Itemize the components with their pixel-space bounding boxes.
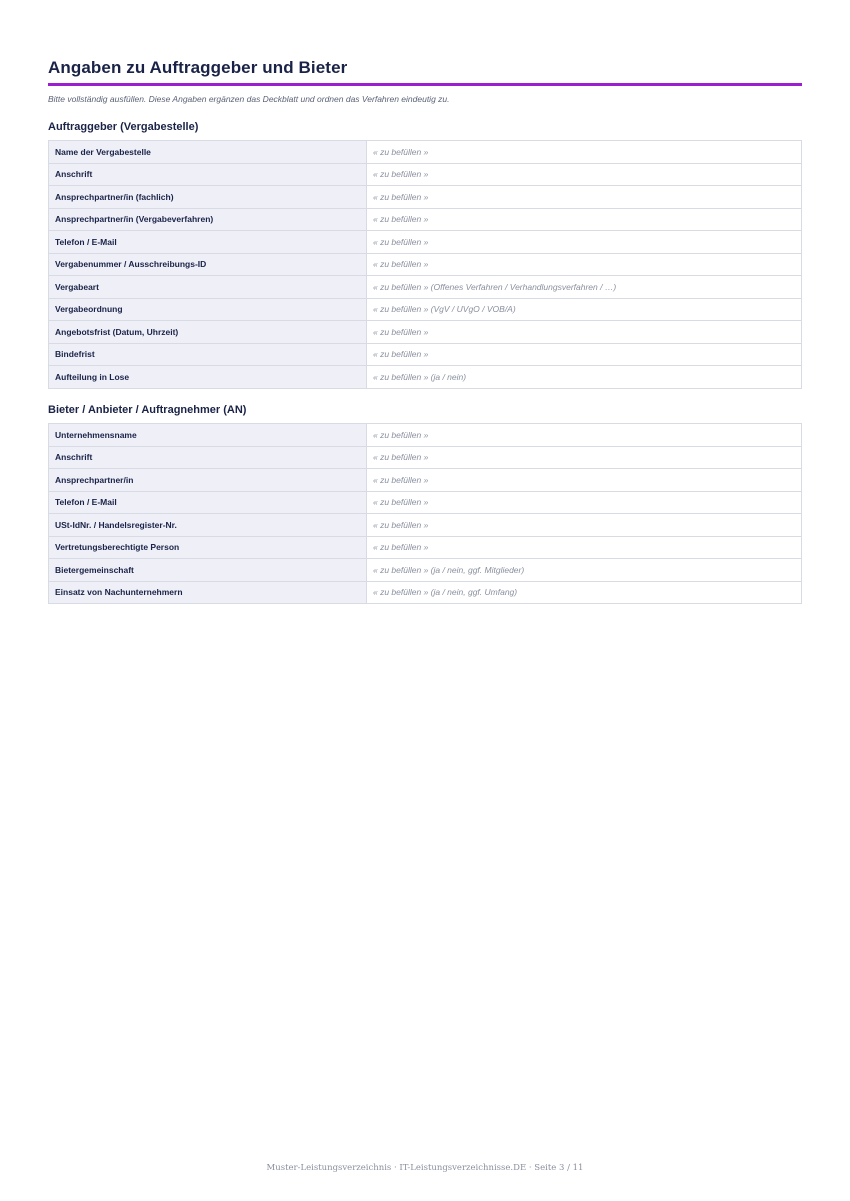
page-title: Angaben zu Auftraggeber und Bieter bbox=[48, 58, 348, 77]
table-row bbox=[49, 343, 802, 366]
field-value-input[interactable]: « zu befüllen » bbox=[367, 231, 802, 254]
field-label: Vergabeart bbox=[49, 276, 367, 299]
field-label: Bietergemeinschaft bbox=[49, 559, 367, 582]
field-value-input[interactable]: « zu befüllen » bbox=[367, 321, 802, 344]
field-label: Telefon / E-Mail bbox=[49, 231, 367, 254]
title-divider bbox=[48, 83, 802, 86]
field-value-input[interactable]: « zu befüllen » (ja / nein, ggf. Mitglieder) bbox=[367, 559, 802, 582]
field-label: Name der Vergabestelle bbox=[49, 141, 367, 164]
table-row bbox=[49, 141, 802, 164]
field-value-input[interactable]: « zu befüllen » (ja / nein, ggf. Umfang) bbox=[367, 581, 802, 604]
auftraggeber-table bbox=[48, 140, 802, 389]
field-label: Vergabenummer / Ausschreibungs-ID bbox=[49, 253, 367, 276]
table-row bbox=[49, 321, 802, 344]
field-label: Ansprechpartner/in bbox=[49, 469, 367, 492]
table-row bbox=[49, 208, 802, 231]
field-value-input[interactable]: « zu befüllen » bbox=[367, 514, 802, 537]
field-label: Telefon / E-Mail bbox=[49, 491, 367, 514]
field-value-input[interactable]: « zu befüllen » bbox=[367, 469, 802, 492]
table-row bbox=[49, 469, 802, 492]
field-value-input[interactable]: « zu befüllen » (VgV / UVgO / VOB/A) bbox=[367, 298, 802, 321]
table-row bbox=[49, 186, 802, 209]
auftraggeber-section-title: Auftraggeber (Vergabestelle) bbox=[48, 121, 199, 133]
table-row bbox=[49, 276, 802, 299]
table-row bbox=[49, 366, 802, 389]
field-label: Bindefrist bbox=[49, 343, 367, 366]
table-row bbox=[49, 446, 802, 469]
table-row bbox=[49, 231, 802, 254]
bieter-table bbox=[48, 423, 802, 604]
field-label: Einsatz von Nachunternehmern bbox=[49, 581, 367, 604]
field-label: Unternehmensname bbox=[49, 424, 367, 447]
field-label: Ansprechpartner/in (Vergabeverfahren) bbox=[49, 208, 367, 231]
field-value-input[interactable]: « zu befüllen » bbox=[367, 253, 802, 276]
field-label: USt-IdNr. / Handelsregister-Nr. bbox=[49, 514, 367, 537]
intro-text: Bitte vollständig ausfüllen. Diese Angaben ergänzen das Deckblatt und ordnen das Verfahren eindeutig zu. bbox=[48, 94, 450, 104]
table-row bbox=[49, 253, 802, 276]
field-value-input[interactable]: « zu befüllen » bbox=[367, 343, 802, 366]
table-row bbox=[49, 491, 802, 514]
field-label: Anschrift bbox=[49, 163, 367, 186]
table-row bbox=[49, 536, 802, 559]
field-value-input[interactable]: « zu befüllen » bbox=[367, 208, 802, 231]
field-value-input[interactable]: « zu befüllen » bbox=[367, 163, 802, 186]
field-label: Vertretungsberechtigte Person bbox=[49, 536, 367, 559]
field-label: Aufteilung in Lose bbox=[49, 366, 367, 389]
field-value-input[interactable]: « zu befüllen » bbox=[367, 186, 802, 209]
field-value-input[interactable]: « zu befüllen » bbox=[367, 424, 802, 447]
table-row bbox=[49, 163, 802, 186]
field-value-input[interactable]: « zu befüllen » bbox=[367, 536, 802, 559]
field-label: Anschrift bbox=[49, 446, 367, 469]
table-row bbox=[49, 514, 802, 537]
page-footer: Muster-Leistungsverzeichnis · IT-Leistungsverzeichnisse.DE · Seite 3 / 11 bbox=[266, 1163, 584, 1173]
table-row bbox=[49, 559, 802, 582]
field-value-input[interactable]: « zu befüllen » (ja / nein) bbox=[367, 366, 802, 389]
field-value-input[interactable]: « zu befüllen » (Offenes Verfahren / Verhandlungsverfahren / …) bbox=[367, 276, 802, 299]
field-label: Angebotsfrist (Datum, Uhrzeit) bbox=[49, 321, 367, 344]
table-row bbox=[49, 581, 802, 604]
table-row bbox=[49, 424, 802, 447]
field-label: Ansprechpartner/in (fachlich) bbox=[49, 186, 367, 209]
field-label: Vergabeordnung bbox=[49, 298, 367, 321]
field-value-input[interactable]: « zu befüllen » bbox=[367, 491, 802, 514]
field-value-input[interactable]: « zu befüllen » bbox=[367, 446, 802, 469]
bieter-section-title: Bieter / Anbieter / Auftragnehmer (AN) bbox=[48, 404, 247, 416]
field-value-input[interactable]: « zu befüllen » bbox=[367, 141, 802, 164]
table-row bbox=[49, 298, 802, 321]
